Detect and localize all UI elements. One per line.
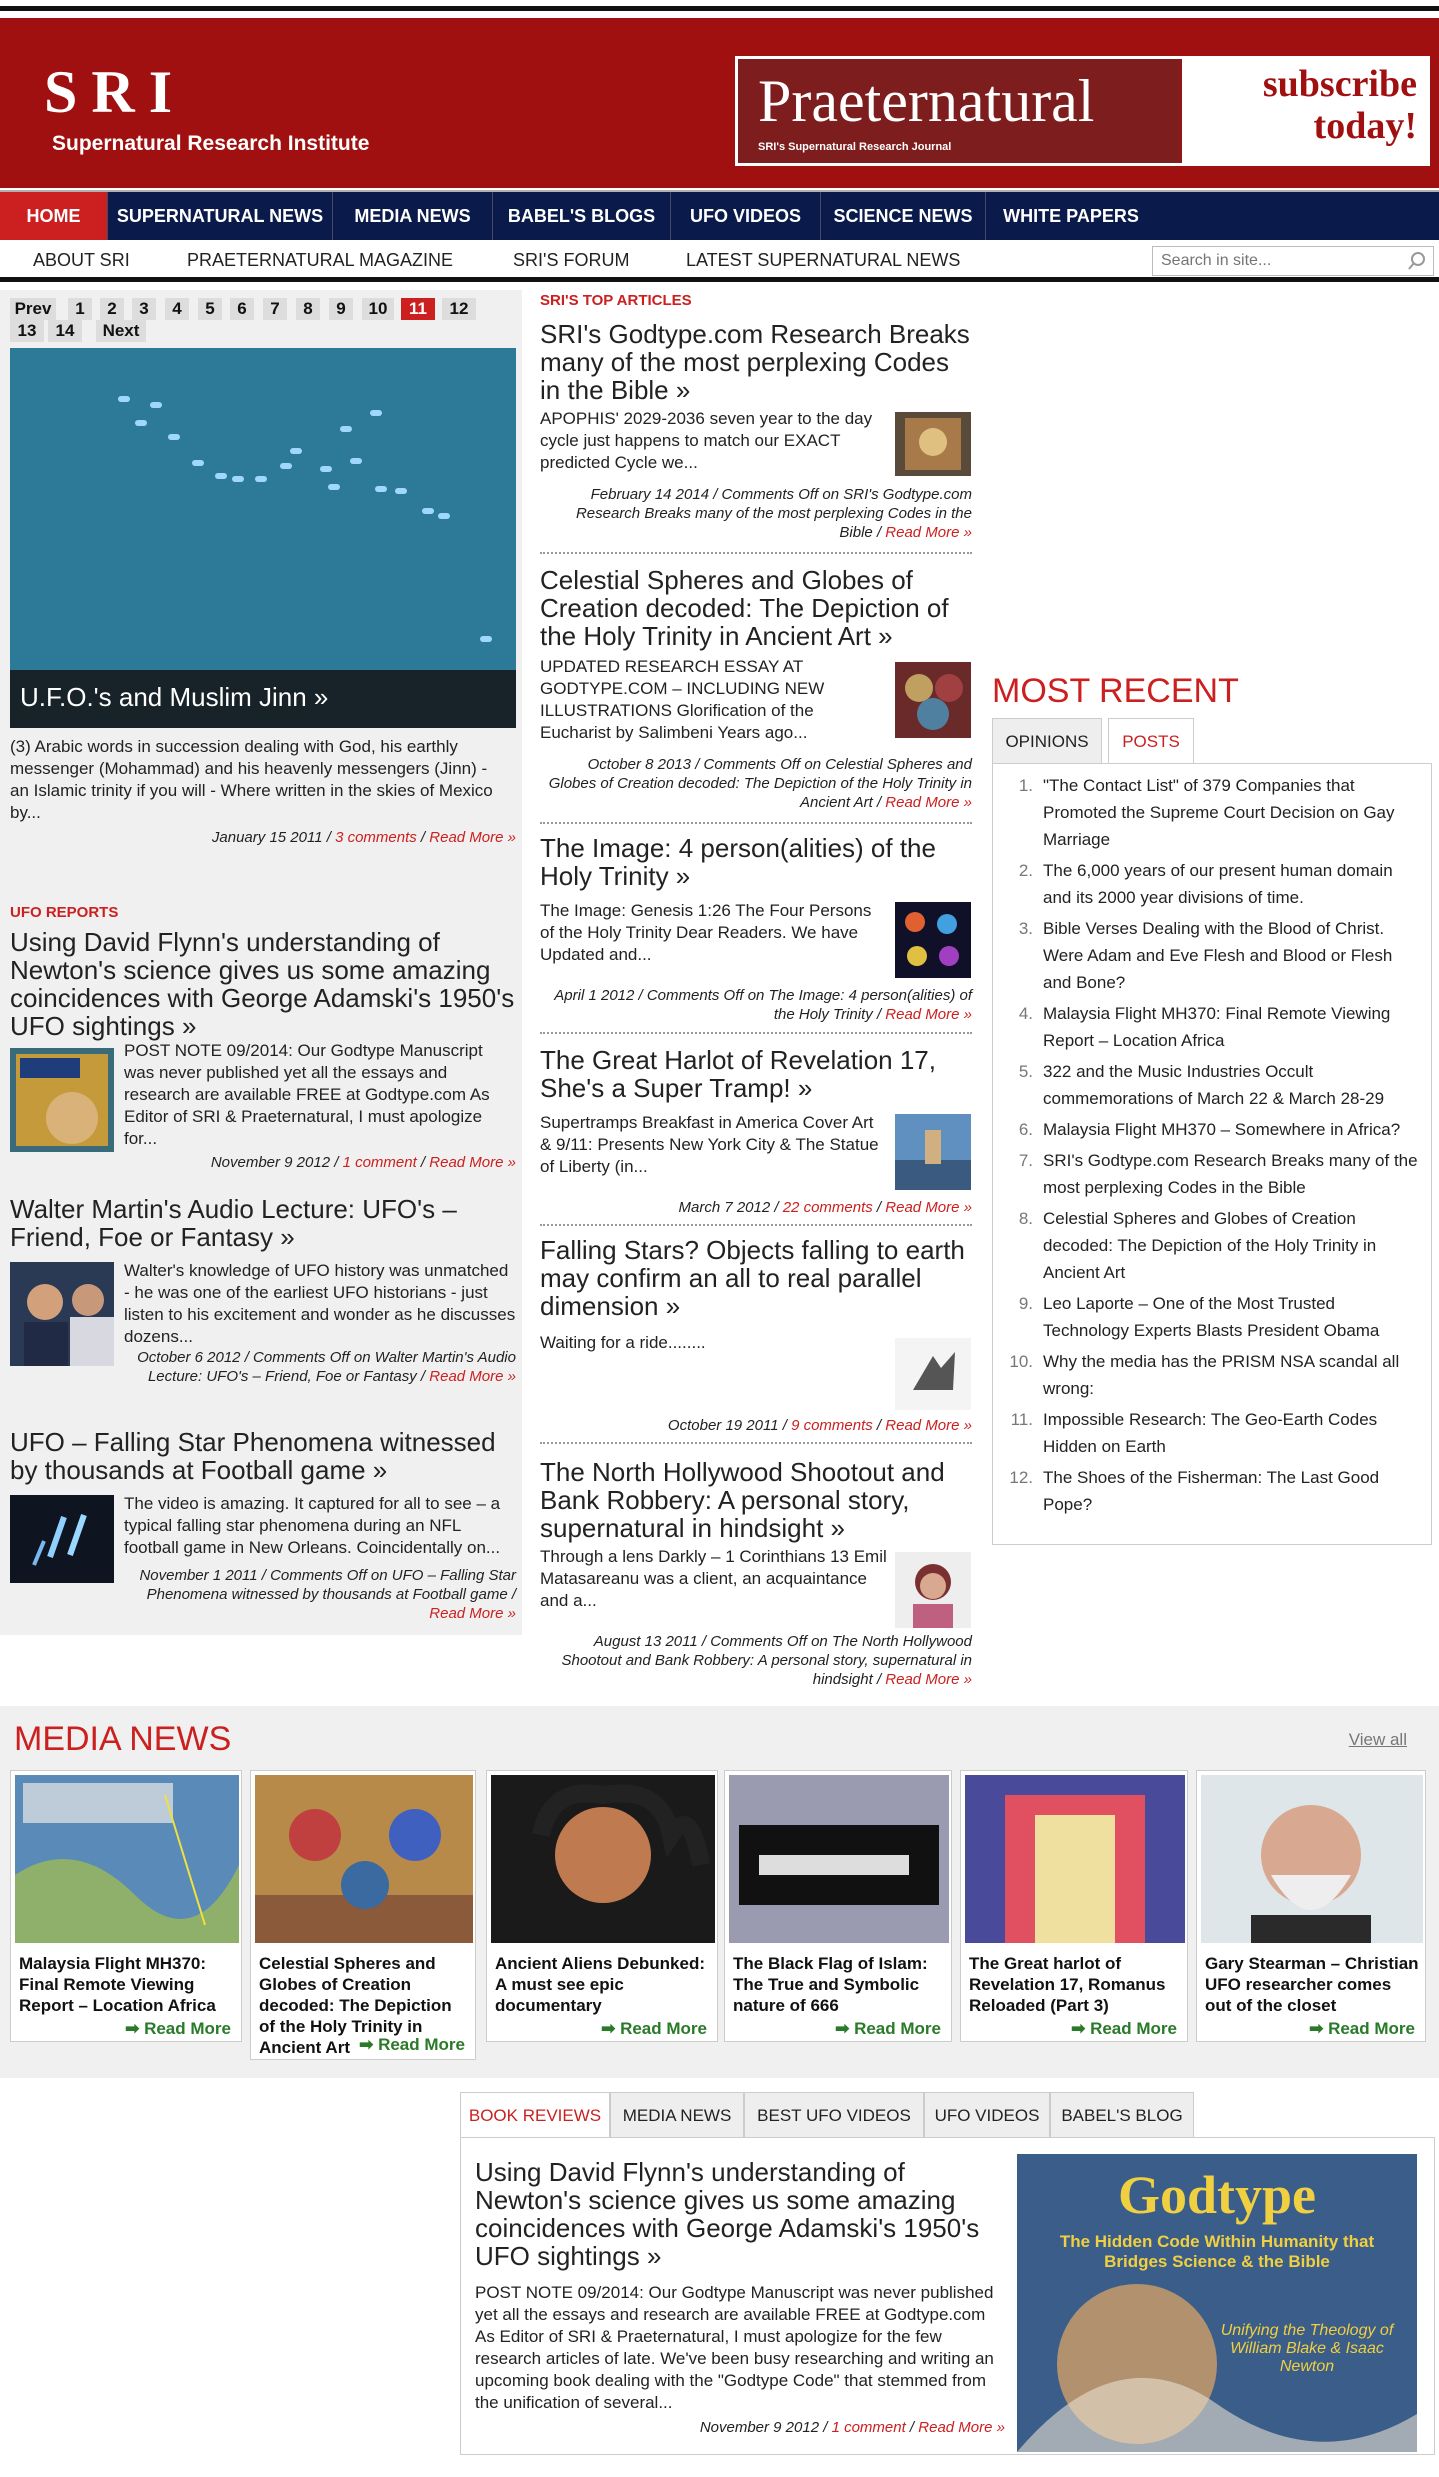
subnav-about[interactable]: ABOUT SRI [33, 250, 130, 270]
subscribe-banner[interactable] [735, 56, 1430, 166]
bottom-tabbed-section [460, 2092, 1435, 2472]
media-card[interactable] [960, 1770, 1188, 2042]
read-more-link[interactable]: Read More » [885, 1417, 972, 1434]
media-card[interactable] [486, 1770, 718, 2042]
comments-link[interactable]: 9 comments [791, 1417, 873, 1434]
pager-page[interactable]: 12 [442, 298, 476, 320]
read-more-link[interactable]: Read More » [918, 2419, 1005, 2436]
read-more-link[interactable]: Read More » [885, 794, 972, 811]
post-excerpt: The Image: Genesis 1:26 The Four Persons of the Holy Trinity Dear Readers. We have Updated and... [540, 901, 872, 964]
arrow-right-icon: ➡ [601, 2019, 621, 2038]
post-title[interactable]: Using David Flynn's understanding of Newton's science gives us some amazing coincidences with George Adamski's 1950's UFO sightings » [10, 927, 515, 1041]
post-thumbnail[interactable] [895, 1114, 971, 1190]
media-card[interactable] [724, 1770, 952, 2042]
tab-posts[interactable]: POSTS [1108, 718, 1194, 764]
post-title[interactable]: Using David Flynn's understanding of Newton's science gives us some amazing coincidences with George Adamski's 1950's UFO sightings » [475, 2157, 980, 2271]
subnav-forum[interactable]: SRI'S FORUM [513, 250, 630, 270]
list-item[interactable]: 6. Malaysia Flight MH370 – Somewhere in Africa? [1018, 1120, 1401, 1139]
pager-page[interactable]: 2 [100, 298, 124, 320]
post-excerpt: Walter's knowledge of UFO history was unmatched - he was one of the earliest UFO historians - just listen to his excitement and wonder as he discusses dozens... [124, 1261, 516, 1346]
card-title: Gary Stearman – Christian UFO researcher comes out of the closet [1205, 1954, 1419, 2015]
read-more-link[interactable]: Read More » [885, 1671, 972, 1688]
banner-subtitle: SRI's Supernatural Research Journal [758, 141, 952, 153]
book-subtitle: The Hidden Code Within Humanity that Bridges Science & the Bible [1059, 2232, 1375, 2271]
comments-link[interactable]: 1 comment [342, 1154, 417, 1171]
nav-home[interactable]: HOME [0, 192, 108, 240]
read-more-link[interactable]: Read More » [885, 1199, 972, 1216]
comments-link[interactable]: 3 comments [335, 829, 417, 846]
card-title: The Great harlot of Revelation 17, Romanus Reloaded (Part 3) [969, 1954, 1166, 2015]
post-title[interactable]: The Great Harlot of Revelation 17, She's a Super Tramp! » [540, 1045, 936, 1103]
post-thumbnail[interactable] [895, 662, 971, 738]
site-header [0, 18, 1439, 188]
most-recent-title: MOST RECENT [992, 672, 1239, 710]
card-image [15, 1775, 239, 1943]
post-meta: August 13 2011 / Comments Off on The North Hollywood Shootout and Bank Robbery: A personal story, supernatural in hindsight / Read More » [561, 1633, 972, 1688]
pager-page[interactable]: 4 [165, 298, 189, 320]
list-item[interactable]: 11. Impossible Research: The Geo-Earth Codes Hidden on Earth [1010, 1410, 1378, 1456]
post-excerpt: UPDATED RESEARCH ESSAY AT GODTYPE.COM – INCLUDING NEW ILLUSTRATIONS Glorification of the Eucharist by Salimbeni Years ago... [540, 657, 825, 742]
search-input[interactable] [1153, 247, 1393, 275]
banner-journal [738, 59, 1178, 163]
card-title: The Black Flag of Islam: The True and Symbolic nature of 666 [733, 1954, 928, 2015]
post-meta: March 7 2012 / 22 comments / Read More » [678, 1199, 972, 1216]
nav-science-news[interactable]: SCIENCE NEWS [821, 192, 986, 240]
book-note: Unifying the Theology of William Blake & Isaac Newton [1220, 2322, 1394, 2375]
read-more-button[interactable]: ➡ Read More [601, 2019, 707, 2038]
banner-title: Praeternatural [758, 68, 1095, 134]
top-strip [0, 0, 1439, 18]
pager-page-current[interactable]: 11 [401, 298, 435, 320]
list-item[interactable]: 8. Celestial Spheres and Globes of Creation decoded: The Depiction of the Holy Trinity in Ancient Art [1018, 1209, 1377, 1282]
pager-page[interactable]: 1 [68, 298, 92, 320]
post-title[interactable]: Celestial Spheres and Globes of Creation decoded: The Depiction of the Holy Trinity in Ancient Art » [540, 565, 949, 651]
pager-page[interactable]: 5 [198, 298, 222, 320]
post-thumbnail[interactable] [10, 1048, 114, 1152]
subnav-latest-news[interactable]: LATEST SUPERNATURAL NEWS [686, 250, 961, 270]
list-item[interactable]: 4. Malaysia Flight MH370: Final Remote Viewing Report – Location Africa [1018, 1004, 1391, 1050]
featured-excerpt: (3) Arabic words in succession dealing with God, his earthly messenger (Mohammad) and his heavenly messengers (Jinn) - an Islamic trinity if you will - Where written in the skies of Mexico by... [10, 737, 493, 822]
read-more-link[interactable]: Read More » [429, 1605, 516, 1622]
post-title[interactable]: SRI's Godtype.com Research Breaks many of the most perplexing Codes in the Bible » [540, 319, 970, 405]
post-thumbnail[interactable] [895, 1552, 971, 1628]
arrow-right-icon: ➡ [1071, 2019, 1091, 2038]
post-title[interactable]: Walter Martin's Audio Lecture: UFO's – Friend, Foe or Fantasy » [10, 1194, 457, 1252]
main-nav [0, 190, 1439, 240]
card-image [965, 1775, 1185, 1943]
post-thumbnail[interactable] [895, 902, 971, 978]
pager-page[interactable]: 13 [10, 320, 44, 342]
read-more-link[interactable]: Read More » [885, 1006, 972, 1023]
most-recent-list-box [992, 763, 1432, 1545]
post-thumbnail[interactable] [895, 1338, 971, 1410]
post-title[interactable]: The North Hollywood Shootout and Bank Robbery: A personal story, supernatural in hindsight » [540, 1457, 945, 1543]
post-thumbnail[interactable] [895, 412, 971, 476]
section-label: SRI'S TOP ARTICLES [540, 292, 692, 309]
pager-page[interactable]: 8 [296, 298, 320, 320]
read-more-link[interactable]: Read More » [429, 1368, 516, 1385]
card-image [1201, 1775, 1423, 1943]
post-excerpt: The video is amazing. It captured for all to see – a typical falling star phenomena during an NFL football game in New Orleans. Coincidentally on... [124, 1494, 501, 1557]
post-meta: November 9 2012 / 1 comment / Read More » [210, 1154, 516, 1171]
card-image [255, 1775, 473, 1943]
arrow-right-icon: ➡ [125, 2019, 145, 2038]
list-item[interactable]: 1. "The Contact List" of 379 Companies that Promoted the Supreme Court Decision on Gay Marriage [1018, 776, 1395, 849]
read-more-link[interactable]: Read More » [429, 1154, 516, 1171]
post-title[interactable]: UFO – Falling Star Phenomena witnessed by thousands at Football game » [10, 1427, 496, 1485]
book-cover[interactable] [1017, 2154, 1417, 2452]
list-item[interactable]: 3. Bible Verses Dealing with the Blood of Christ. Were Adam and Eve Flesh and Blood or Flesh and Bone? [1018, 919, 1393, 992]
card-image [491, 1775, 715, 1943]
pager-prev[interactable]: Prev [10, 298, 56, 320]
bottom-tab-panel [460, 2137, 1435, 2455]
media-card[interactable] [1196, 1770, 1426, 2042]
post-excerpt: Supertramps Breakfast in America Cover Art & 9/11: Presents New York City & The Statue of Liberty (in... [540, 1113, 879, 1176]
read-more-button[interactable]: ➡ Read More [359, 2035, 465, 2054]
pager-page[interactable]: 9 [329, 298, 353, 320]
comments-link[interactable]: 22 comments [782, 1199, 873, 1216]
post-meta: April 1 2012 / Comments Off on The Image: 4 person(alities) of the Holy Trinity / Read More » [554, 987, 972, 1023]
arrow-right-icon: ➡ [835, 2019, 855, 2038]
arrow-right-icon: ➡ [1309, 2019, 1329, 2038]
top-articles-column [540, 290, 972, 1700]
post-meta: February 14 2014 / Comments Off on SRI's Godtype.com Research Breaks many of the most perplexing Codes in the Bible / Read More » [575, 486, 972, 541]
section-label: UFO REPORTS [10, 904, 119, 921]
subnav-magazine[interactable]: PRAETERNATURAL MAGAZINE [187, 250, 454, 270]
post-thumbnail[interactable] [10, 1262, 114, 1366]
most-recent-list [1003, 772, 1423, 1518]
nav-supernatural-news[interactable]: SUPERNATURAL NEWS [108, 192, 333, 240]
banner-cta[interactable] [1182, 59, 1427, 163]
pager-page[interactable]: 7 [263, 298, 287, 320]
tab-book-reviews[interactable]: BOOK REVIEWS [460, 2092, 610, 2138]
comments-link[interactable]: 1 comment [831, 2419, 906, 2436]
nav-white-papers[interactable]: WHITE PAPERS [1003, 206, 1139, 226]
read-more-button[interactable]: ➡ Read More [835, 2019, 941, 2038]
pager-page[interactable]: 10 [362, 298, 394, 320]
list-item[interactable]: 5. 322 and the Music Industries Occult commemorations of March 22 & March 28-29 [1018, 1062, 1385, 1108]
post-excerpt: POST NOTE 09/2014: Our Godtype Manuscript was never published yet all the essays and research are available FREE at Godtype.com As Editor of SRI & Praeternatural, I must apologize for... [124, 1041, 490, 1148]
list-item[interactable]: 10. Why the media has the PRISM NSA scandal all wrong: [1009, 1352, 1400, 1398]
search-icon[interactable] [1407, 251, 1427, 271]
post-meta: October 8 2013 / Comments Off on Celestial Spheres and Globes of Creation decoded: The Depiction of the Holy Trinity in Ancient Art / Read More » [548, 756, 972, 811]
list-item[interactable]: 7. SRI's Godtype.com Research Breaks many of the most perplexing Codes in the Bible [1018, 1151, 1418, 1197]
card-title: Malaysia Flight MH370: Final Remote Viewing Report – Location Africa [19, 1954, 216, 2015]
list-item[interactable]: 9. Leo Laporte – One of the Most Trusted Technology Experts Blasts President Obama [1018, 1294, 1380, 1340]
view-all-link[interactable]: View all [1348, 1730, 1407, 1749]
list-item[interactable]: 2. The 6,000 years of our present human domain and its 2000 year divisions of time. [1018, 861, 1393, 907]
post-meta: November 1 2011 / Comments Off on UFO – Falling Star Phenomena witnessed by thousands at Football game / Read More » [139, 1567, 516, 1622]
read-more-button[interactable]: ➡ Read More [1309, 2019, 1415, 2038]
left-column [0, 290, 522, 1635]
banner-cta-line2: today! [1313, 105, 1417, 147]
sub-nav [0, 240, 1439, 282]
post-meta: November 9 2012 / 1 comment / Read More » [699, 2419, 1005, 2436]
card-image [729, 1775, 949, 1943]
tab-ufo-videos[interactable]: UFO VIDEOS [924, 2092, 1050, 2138]
post-excerpt: Through a lens Darkly – 1 Corinthians 13 Emil Matasareanu was a client, an acquaintance and a... [540, 1547, 887, 1610]
media-card[interactable] [250, 1770, 476, 2060]
post-meta: October 19 2011 / 9 comments / Read More » [667, 1417, 972, 1434]
featured-meta: January 15 2011 / 3 comments / Read More » [211, 829, 516, 846]
pager-page[interactable]: 6 [230, 298, 254, 320]
book-title: Godtype [1117, 2165, 1317, 2225]
arrow-right-icon: ➡ [359, 2035, 379, 2054]
media-news-section [0, 1706, 1439, 2078]
post-excerpt: Waiting for a ride........ [540, 1333, 706, 1352]
site-logo[interactable]: SRI [44, 59, 187, 125]
tab-best-ufo-videos[interactable]: BEST UFO VIDEOS [744, 2092, 924, 2138]
media-news-title: MEDIA NEWS [14, 1720, 232, 1758]
post-excerpt: POST NOTE 09/2014: Our Godtype Manuscript was never published yet all the essays and research are available FREE at Godtype.com As Editor of SRI & Praeternatural, I must apologize for the few research articles of late. We've been busy researching and writing an upcoming book dealing with the "Godtype Code" that stemmed from the unification of several... [475, 2283, 994, 2412]
post-excerpt: APOPHIS' 2029-2036 seven year to the day cycle just happens to match our EXACT predicted Cycle we... [540, 409, 873, 472]
post-meta: October 6 2012 / Comments Off on Walter Martin's Audio Lecture: UFO's – Friend, Foe or Fantasy / Read More » [137, 1349, 516, 1385]
nav-babels-blogs[interactable]: BABEL'S BLOGS [493, 192, 671, 240]
post-thumbnail[interactable] [10, 1495, 114, 1583]
media-card[interactable] [10, 1770, 242, 2042]
card-title: Celestial Spheres and Globes of Creation decoded: The Depiction of the Holy Trinity in Ancient Art [259, 1954, 452, 2057]
tab-babels-blog[interactable]: BABEL'S BLOG [1050, 2092, 1194, 2138]
pager-next[interactable]: Next [96, 320, 146, 342]
tab-media-news[interactable]: MEDIA NEWS [610, 2092, 744, 2138]
read-more-button[interactable]: ➡ Read More [1071, 2019, 1177, 2038]
read-more-button[interactable]: ➡ Read More [125, 2019, 231, 2038]
featured-caption[interactable]: U.F.O.'s and Muslim Jinn » [10, 670, 516, 728]
nav-ufo-videos[interactable]: UFO VIDEOS [671, 192, 821, 240]
card-title: Ancient Aliens Debunked: A must see epic documentary [495, 1954, 706, 2015]
site-tagline: Supernatural Research Institute [52, 132, 370, 155]
pager-page[interactable]: 3 [132, 298, 156, 320]
banner-cta-line1: subscribe [1262, 63, 1417, 105]
read-more-link[interactable]: Read More » [429, 829, 516, 846]
post-title[interactable]: The Image: 4 person(alities) of the Holy Trinity » [540, 833, 936, 891]
site-search [1152, 246, 1434, 276]
pager-page[interactable]: 14 [48, 320, 82, 342]
read-more-link[interactable]: Read More » [885, 524, 972, 541]
post-title[interactable]: Falling Stars? Objects falling to earth may confirm an all to real parallel dimension » [540, 1235, 965, 1321]
featured-slide[interactable] [10, 348, 516, 728]
nav-media-news[interactable]: MEDIA NEWS [333, 192, 493, 240]
list-item[interactable]: 12. The Shoes of the Fisherman: The Last Good Pope? [1009, 1468, 1380, 1514]
tab-opinions[interactable]: OPINIONS [992, 718, 1102, 764]
